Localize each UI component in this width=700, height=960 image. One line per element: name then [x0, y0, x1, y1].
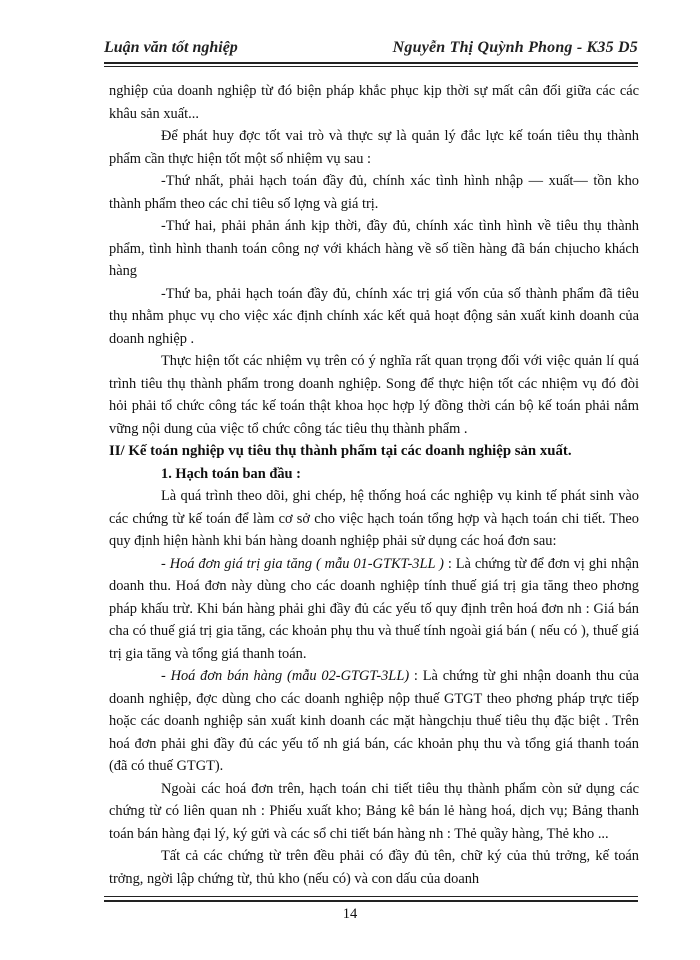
paragraph-signatures: Tất cả các chứng từ trên đều phải có đầy đủ tên, chữ ký của thủ trởng, kế toán trởng, ngời lập chứng từ, thủ kho (nếu có) và con dấu của doanh: [109, 848, 639, 887]
header-rule-thin: [104, 66, 638, 67]
vat-invoice-title: - Hoá đơn giá trị gia tăng ( mẫu 01-GTKT-3LL ): [161, 555, 448, 572]
paragraph-initial-accounting: Là quá trình theo dõi, ghi chép, hệ thống hoá các nghiệp vụ kinh tế phát sinh vào các chứng từ kế toán để làm cơ sở cho việc hạch toán tổng hợp và hạch toán chi tiết. Theo quy định hiện hành khi bán hàng doanh nghiệp phải sử dụng các hoá đơn sau:: [109, 488, 639, 549]
section-heading: II/ Kế toán nghiệp vụ tiêu thụ thành phẩm tại các doanh nghiệp sản xuất.: [109, 443, 572, 459]
footer-rule-thin: [104, 896, 638, 897]
paragraph-continuation: nghiệp của doanh nghiệp từ đó biện pháp khắc phục kịp thời sự mất cân đối giữa các các khâu sản xuất...: [109, 83, 639, 122]
paragraph-sales-invoice: [109, 665, 639, 778]
paragraph-task-1: -Thứ nhất, phải hạch toán đầy đủ, chính xác tình hình nhập — xuất— tồn kho thành phẩm theo các chỉ tiêu số lợng và giá trị.: [109, 173, 639, 212]
header-thesis-title: Luận văn tốt nghiệp: [104, 39, 238, 56]
header-rule: [104, 62, 638, 64]
vat-invoice-text: : Là chứng từ để đơn vị ghi nhận doanh thu. Hoá đơn này dùng cho các doanh nghiệp tính thuế giá trị gia tăng theo phơng pháp khấu trừ. Khi bán hàng phải ghi đầy đủ các yếu tố quy định trên hoá đơn nh : Giá bán cha có thuế giá trị gia tăng, các khoản phụ thu và thuế tính ngoài giá bán ( nếu có ), thuế giá trị gia tăng và tổng giá thanh toán.: [109, 555, 639, 662]
subsection-heading: 1. Hạch toán ban đầu :: [161, 465, 301, 482]
page-header: [104, 36, 638, 62]
paragraph-task-2: -Thứ hai, phải phản ánh kịp thời, đầy đủ, chính xác tình hình về tiêu thụ thành phẩm, tình hình thanh toán công nợ với khách hàng về số tiền hàng đã bán chịucho khách hàng: [109, 218, 639, 279]
paragraph-vat-invoice: [109, 553, 639, 666]
paragraph-tasks-intro: Để phát huy đợc tốt vai trò và thực sự là quản lý đắc lực kế toán tiêu thụ thành phẩm cần thực hiện tốt một số nhiệm vụ sau :: [109, 128, 639, 167]
header-author: Nguyễn Thị Quỳnh Phong - K35 D5: [392, 39, 638, 56]
paragraph-other-documents: Ngoài các hoá đơn trên, hạch toán chi tiết tiêu thụ thành phẩm còn sử dụng các chứng từ có liên quan nh : Phiếu xuất kho; Bảng kê bán lẻ hàng hoá, dịch vụ; Bảng thanh toán bán hàng đại lý, ký gửi và các sổ chi tiết bán hàng nh : Thẻ quầy hàng, Thẻ kho ...: [109, 780, 639, 842]
paragraph-task-3: -Thứ ba, phải hạch toán đầy đủ, chính xác trị giá vốn của số thành phẩm đã tiêu thụ nhằm phục vụ cho việc xác định chính xác kết quả hoạt động sản xuất kinh doanh của doanh nghiệp .: [109, 285, 639, 347]
sales-invoice-text: : Là chứng từ ghi nhận doanh thu của doanh nghiệp, đợc dùng cho các doanh nghiệp nộp thuế GTGT theo phơng pháp trực tiếp hoặc các doanh nghiệp sản xuất kinh doanh các mặt hàngchịu thuế tiêu thụ đặc biệt . Trên hoá đơn phải ghi đầy đủ các yếu tố nh giá bán, các khoản phụ thu và tổng giá thanh toán (đã có thuế GTGT).: [109, 668, 639, 774]
sales-invoice-title: - Hoá đơn bán hàng (mẫu 02-GTGT-3LL): [161, 668, 414, 684]
paragraph-summary: Thực hiện tốt các nhiệm vụ trên có ý nghĩa rất quan trọng đối với việc quản lí quá trình tiêu thụ thành phẩm trong doanh nghiệp. Song để thực hiện tốt các nhiệm vụ đó đòi hỏi phải tổ chức công tác kế toán thật khoa học hợp lý đồng thời cán bộ kế toán phải nắm vững nội dung của việc tổ chức công tác tiêu thụ thành phẩm .: [109, 353, 639, 437]
page-number: 14: [342, 906, 358, 922]
footer-rule: [104, 900, 638, 902]
document-body: [109, 80, 639, 890]
